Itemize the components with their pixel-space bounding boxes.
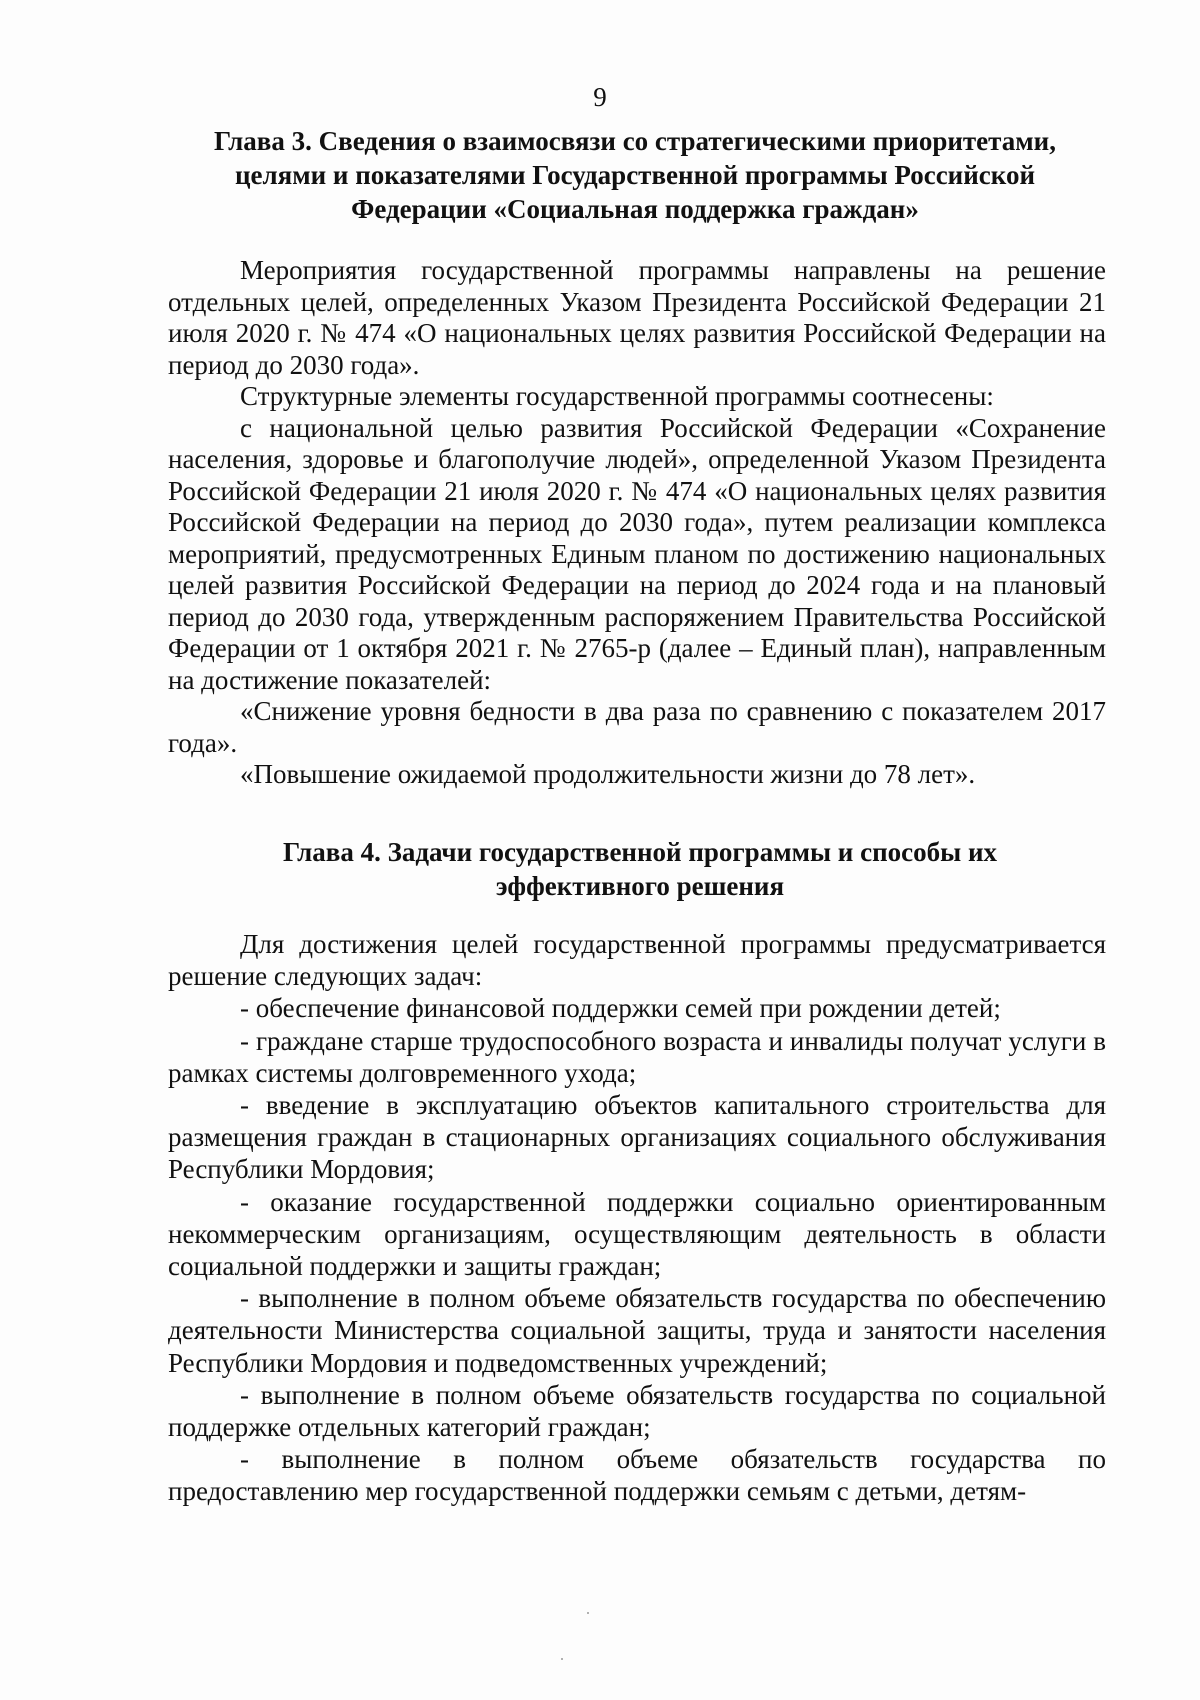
paragraph: с национальной целью развития Российской Федерации «Сохранение населения, здоровье и благополучие людей», определенной Указом Президента Российской Федерации 21 июля 2020 г. № 474 «О национальных целях развития Российской Федерации на период до 2030 года», путем реализации комплекса мероприятий, предусмотренных Единым планом по достижению национальных целей развития Российской Федерации на период до 2024 года и на плановый период до 2030 года, утвержденным распоряжением Правительства Российской Федерации от 1 октября 2021 г. № 2765-р (далее – Единый план), направленным на достижение показателей: — [168, 412, 1106, 695]
chapter-4-title: Глава 4. Задачи государственной программы и способы их эффективного решения — [282, 837, 998, 901]
list-item: - выполнение в полном объеме обязательств государства по социальной поддержке отдельных категорий граждан; — [168, 1379, 1106, 1443]
list-item: - выполнение в полном объеме обязательств государства по обеспечению деятельности Министерства социальной защиты, труда и занятости населения Республики Мордовия и подведомственных учреждений; — [168, 1283, 1106, 1378]
page-number: 9 — [593, 82, 607, 112]
scan-speck — [587, 1612, 589, 1614]
list-item: - обеспечение финансовой поддержки семей при рождении детей; — [240, 993, 1001, 1024]
paragraph: Структурные элементы государственной программы соотнесены: — [240, 381, 994, 411]
chapter-3-title: Глава 3. Сведения о взаимосвязи со стратегическими приоритетами, целями и показателями Государственной программы Российской Федерации «Социальная поддержка граждан» — [214, 126, 1056, 224]
paragraph: Для достижения целей государственной программы предусматривается решение следующих задач: — [168, 929, 1106, 992]
list-item: - введение в эксплуатацию объектов капитального строительства для размещения граждан в стационарных организациях социального обслуживания Республики Мордовия; — [168, 1090, 1106, 1185]
list-item: - оказание государственной поддержки социально ориентированным некоммерческим организациям, осуществляющим деятельность в области социальной поддержки и защиты граждан; — [168, 1186, 1106, 1282]
list-item: - выполнение в полном объеме обязательств государства по предоставлению мер государственной поддержки семьям с детьми, детям- — [168, 1444, 1106, 1507]
chapter-4-body — [168, 928, 1106, 1508]
paragraph: Мероприятия государственной программы направлены на решение отдельных целей, определенных Указом Президента Российской Федерации 21 июля 2020 г. № 474 «О национальных целях развития Российской Федерации на период до 2030 года». — [168, 255, 1106, 380]
paragraph: «Снижение уровня бедности в два раза по сравнению с показателем 2017 года». — [168, 696, 1106, 758]
list-item: - граждане старше трудоспособного возраста и инвалиды получат услуги в рамках системы долговременного ухода; — [168, 1025, 1106, 1088]
chapter-3-body — [168, 255, 1106, 791]
scan-speck — [561, 1658, 563, 1660]
paragraph: «Повышение ожидаемой продолжительности жизни до 78 лет». — [240, 759, 976, 789]
